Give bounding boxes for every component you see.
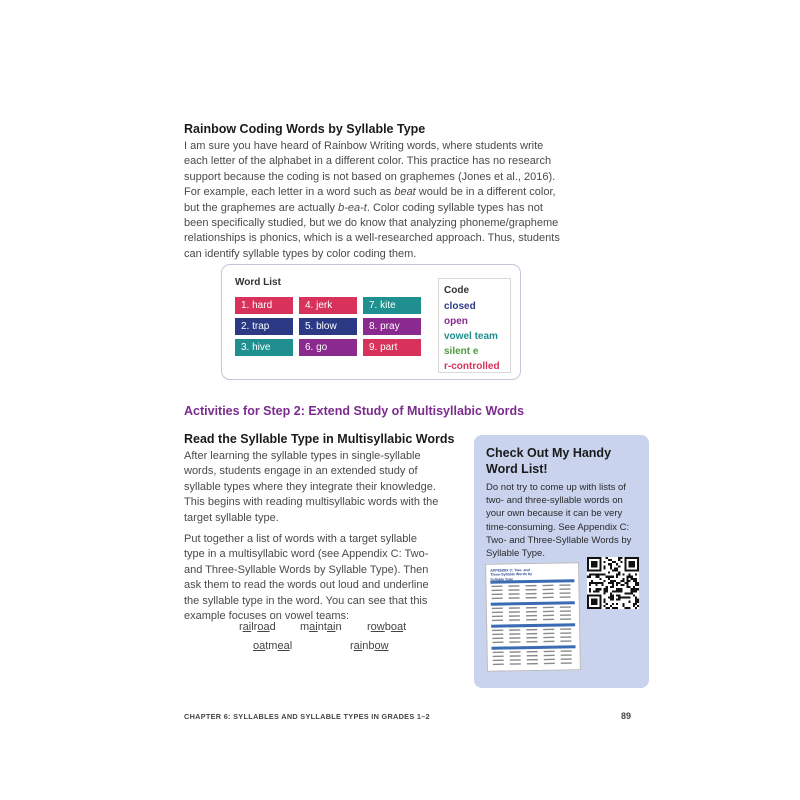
code-legend-title: Code bbox=[444, 285, 469, 296]
code-legend bbox=[438, 278, 511, 373]
rainbow-paragraph-line: each letter of the alphabet in a different color. This practice has no research bbox=[184, 155, 552, 168]
word-tile: 6. go bbox=[299, 339, 357, 356]
code-legend-item: open bbox=[444, 316, 468, 327]
section-heading-read-syllable-type: Read the Syllable Type in Multisyllabic Words bbox=[184, 432, 455, 446]
word-tile: 8. pray bbox=[363, 318, 421, 335]
read-syllable-p1-line: syllable types where they integrate their knowledge. bbox=[184, 480, 436, 493]
qr-code-icon bbox=[587, 557, 639, 609]
example-word: maintain bbox=[300, 621, 342, 633]
read-syllable-p1-line: This begins with reading multisyllabic words with the bbox=[184, 496, 439, 509]
section-heading-rainbow-coding: Rainbow Coding Words by Syllable Type bbox=[184, 122, 426, 136]
word-tile: 7. kite bbox=[363, 297, 421, 314]
word-list-title: Word List bbox=[235, 277, 281, 288]
read-syllable-p2-line: the syllable type in the word. You can see that this bbox=[184, 594, 428, 607]
word-tile: 1. hard bbox=[235, 297, 293, 314]
callout-body-line: two- and three-syllable words on bbox=[486, 495, 623, 507]
callout-body-line: your own because it can be very bbox=[486, 508, 623, 520]
example-word: oatmeal bbox=[253, 640, 293, 652]
page-number: 89 bbox=[621, 711, 632, 721]
read-syllable-p2-line: and Three-Syllable Words by Syllable Type). Then bbox=[184, 563, 429, 576]
read-syllable-paragraph-2 bbox=[184, 532, 464, 624]
code-legend-item: r-controlled bbox=[444, 361, 500, 372]
example-word: railroad bbox=[239, 621, 276, 633]
word-tile: 9. part bbox=[363, 339, 421, 356]
word-list-figure bbox=[221, 264, 521, 380]
read-syllable-p1-line: After learning the syllable types in single-syllable bbox=[184, 450, 421, 462]
callout-body bbox=[486, 481, 644, 560]
code-legend-item: silent e bbox=[444, 346, 479, 357]
chapter-footer: CHAPTER 6: SYLLABLES AND SYLLABLE TYPES IN GRADES 1–2 bbox=[184, 712, 430, 721]
activities-heading: Activities for Step 2: Extend Study of Multisyllabic Words bbox=[184, 404, 525, 418]
callout-body-line: time-consuming. See Appendix C: bbox=[486, 521, 630, 533]
callout-body-line: Two- and Three-Syllable Words by bbox=[486, 534, 632, 546]
rainbow-paragraph-line: relationships is phonics, which is a well-researched approach. Thus, students bbox=[184, 232, 560, 245]
example-word: rainbow bbox=[350, 640, 389, 652]
read-syllable-paragraph-1 bbox=[184, 449, 464, 526]
read-syllable-p2-line: Put together a list of words with a target syllable bbox=[184, 533, 417, 545]
read-syllable-p1-line: target syllable type. bbox=[184, 511, 279, 524]
callout-body-line: Do not try to come up with lists of bbox=[486, 482, 626, 493]
word-tile: 3. hive bbox=[235, 339, 293, 356]
appendix-table-graphic bbox=[486, 563, 580, 672]
rainbow-paragraph-line: I am sure you have heard of Rainbow Writing words, where students write bbox=[184, 140, 544, 152]
rainbow-paragraph-line: been specifically studied, but we do know that analyzing phoneme/grapheme bbox=[184, 217, 559, 230]
read-syllable-p2-line: example focuses on vowel teams: bbox=[184, 610, 350, 623]
rainbow-paragraph-line: can identify syllable types by color coding them. bbox=[184, 247, 417, 260]
example-word: rowboat bbox=[367, 621, 407, 633]
read-syllable-p2-line: ask them to read the words out loud and underline bbox=[184, 579, 429, 592]
code-legend-item: vowel team bbox=[444, 331, 498, 342]
word-tile: 2. trap bbox=[235, 318, 293, 335]
rainbow-paragraph-line: support because the coding is not based on graphemes (Jones et al., 2016). bbox=[184, 170, 556, 183]
handy-word-list-callout bbox=[474, 435, 649, 688]
rainbow-paragraph-line: For example, each letter in a word such as beat would be in a different color, bbox=[184, 186, 556, 199]
word-tile: 4. jerk bbox=[299, 297, 357, 314]
appendix-thumbnail bbox=[485, 562, 581, 672]
callout-title: Check Out My Handy Word List! bbox=[486, 446, 612, 476]
read-syllable-p2-line: type in a multisyllabic word (see Appendix C: Two- bbox=[184, 548, 429, 561]
rainbow-coding-paragraph bbox=[184, 139, 624, 262]
appendix-thumbnail-title: APPENDIX C: Two- and Three-Syllable Words by Syllable Type bbox=[490, 568, 533, 582]
word-tile: 5. blow bbox=[299, 318, 357, 335]
rainbow-paragraph-line: but the graphemes are actually b-ea-t. Color coding syllable types has not bbox=[184, 201, 543, 214]
read-syllable-p1-line: words, students engage in an extended study of bbox=[184, 465, 418, 478]
code-legend-item: closed bbox=[444, 301, 476, 312]
callout-body-line: Syllable Type. bbox=[486, 548, 545, 560]
